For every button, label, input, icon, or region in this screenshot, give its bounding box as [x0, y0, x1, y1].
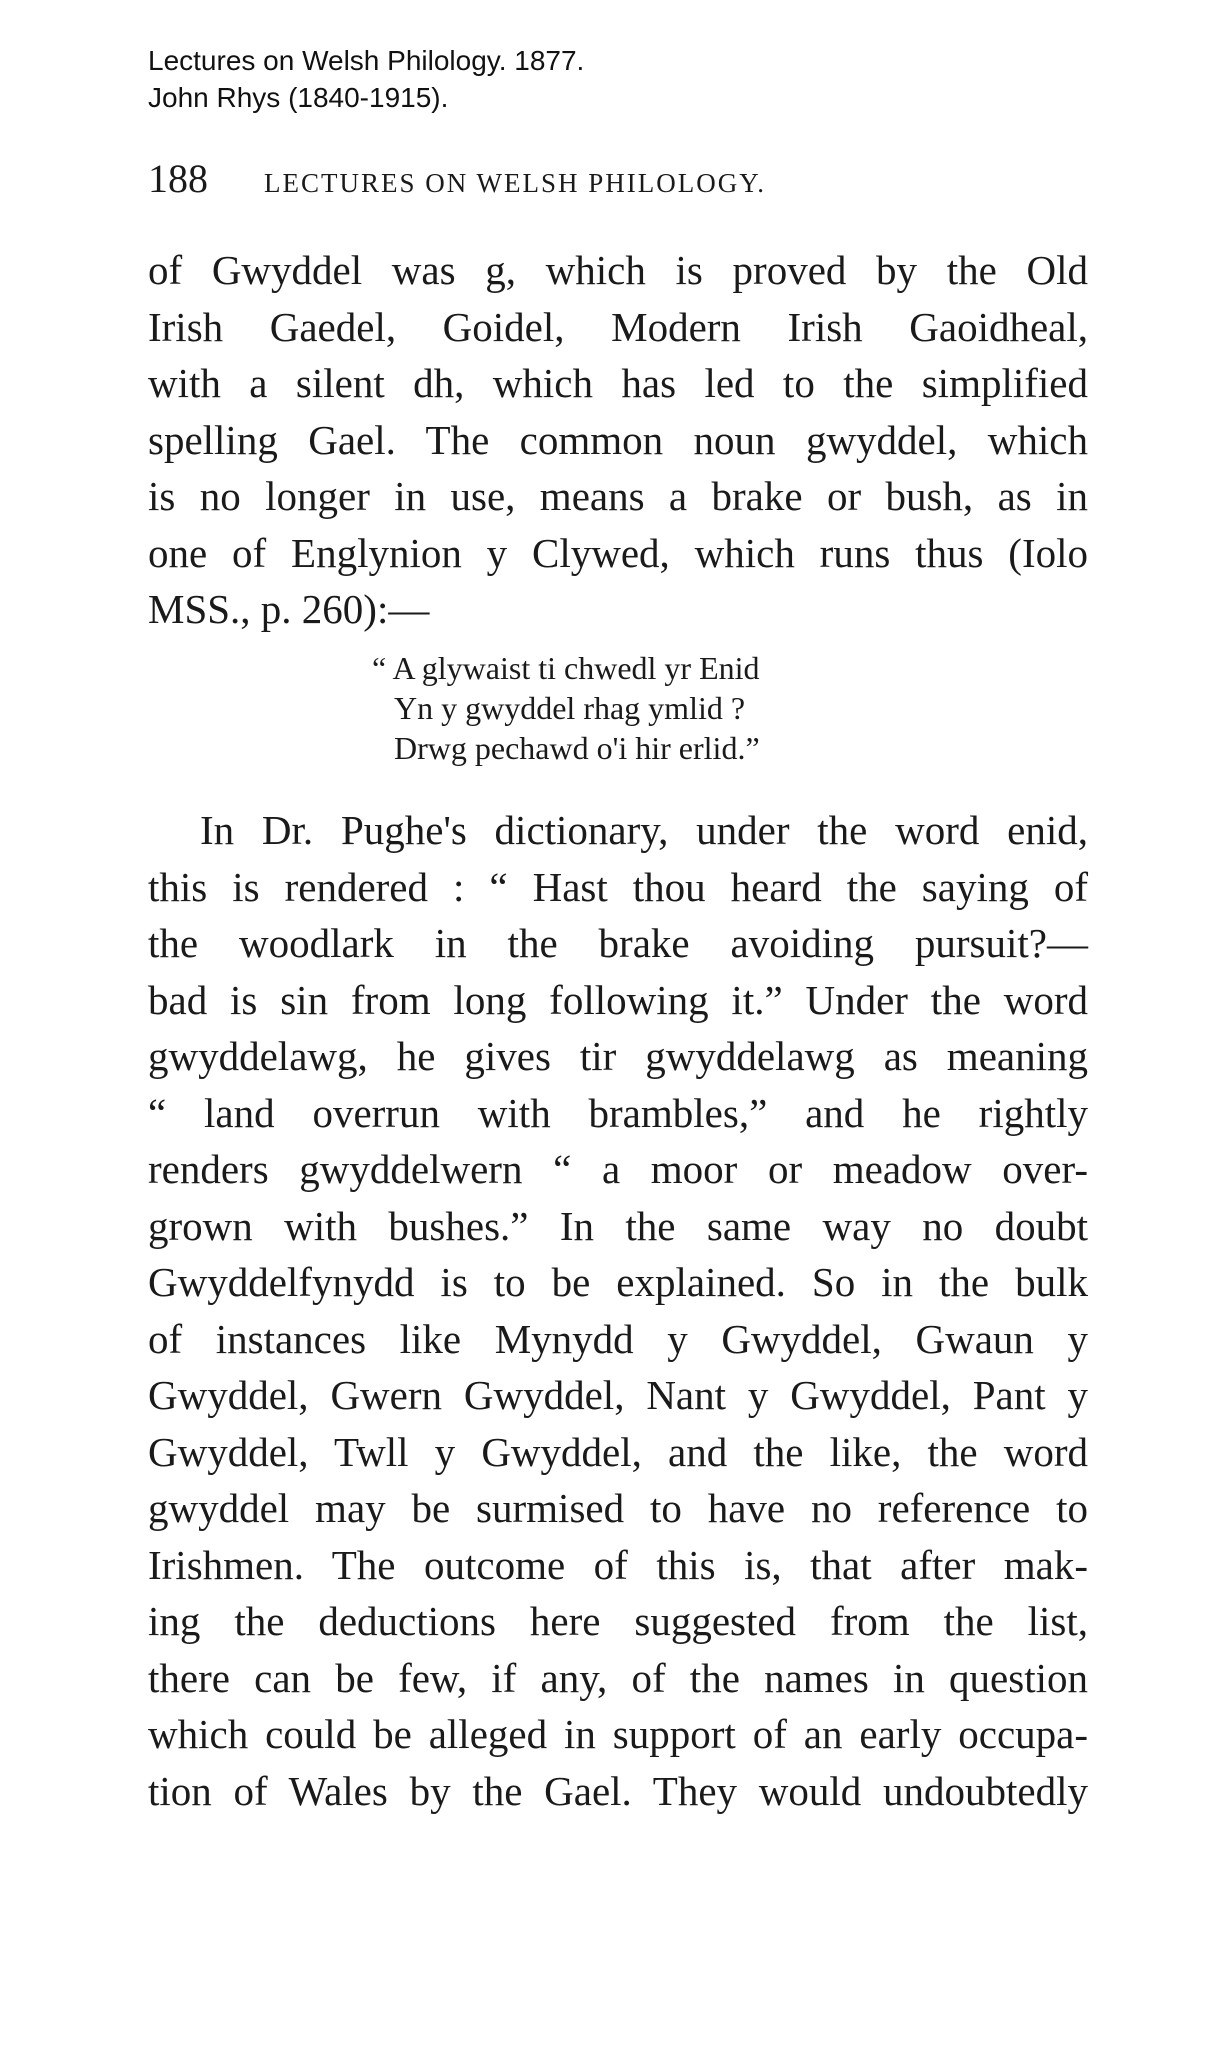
verse-line: “ A glywaist ti chwedl yr Enid	[372, 650, 760, 686]
text-line: ing the deductions here suggested from the list,	[148, 1598, 1088, 1644]
text-line: gwyddelawg, he gives tir gwyddelawg as meaning	[148, 1033, 1088, 1079]
text-line: Gwyddel, Twll y Gwyddel, and the like, the word	[148, 1428, 1088, 1475]
verse-line: Yn y gwyddel rhag ymlid ?	[394, 690, 746, 726]
source-title: Lectures on Welsh Philology. 1877.	[148, 45, 585, 76]
paragraph-2	[148, 802, 1088, 1819]
text-line: Gwyddelfynydd is to be explained. So in the bulk	[148, 1259, 1088, 1305]
text-line: bad is sin from long following it.” Under the word	[148, 976, 1088, 1023]
page-number: 188	[148, 156, 208, 201]
text-line: this is rendered : “ Hast thou heard the saying of	[148, 863, 1088, 910]
text-line: In Dr. Pughe's dictionary, under the word enid,	[200, 807, 1088, 853]
text-line: Gwyddel, Gwern Gwyddel, Nant y Gwyddel, Pant y	[148, 1372, 1088, 1418]
source-author: John Rhys (1840-1915).	[148, 82, 449, 113]
text-line: which could be alleged in support of an early occupa-	[148, 1711, 1088, 1757]
running-head: LECTURES ON WELSH PHILOLOGY.	[264, 168, 767, 198]
text-line: the woodlark in the brake avoiding pursuit?—	[148, 920, 1088, 966]
text-line: Irishmen. The outcome of this is, that after mak-	[148, 1541, 1088, 1588]
text-line: one of Englynion y Clywed, which runs thus (Iolo	[148, 529, 1088, 576]
text-line: with a silent dh, which has led to the simplified	[148, 360, 1088, 406]
text-line: spelling Gael. The common noun gwyddel, which	[148, 416, 1088, 463]
text-line: grown with bushes.” In the same way no doubt	[148, 1202, 1088, 1249]
text-line: MSS., p. 260):—	[148, 586, 430, 632]
text-line: Irish Gaedel, Goidel, Modern Irish Gaoidheal,	[148, 303, 1088, 350]
verse-quotation	[372, 648, 760, 768]
page-header	[148, 155, 1088, 202]
text-line: of instances like Mynydd y Gwyddel, Gwaun y	[148, 1315, 1088, 1362]
text-line: tion of Wales by the Gael. They would undoubtedly	[148, 1767, 1088, 1814]
text-line: of Gwyddel was g, which is proved by the Old	[148, 247, 1088, 293]
text-line: there can be few, if any, of the names in question	[148, 1654, 1088, 1701]
paragraph-1	[148, 242, 1088, 638]
source-citation	[148, 42, 584, 116]
verse-line: Drwg pechawd o'i hir erlid.”	[394, 730, 760, 766]
text-line: renders gwyddelwern “ a moor or meadow over-	[148, 1146, 1088, 1192]
text-line: is no longer in use, means a brake or bush, as in	[148, 473, 1088, 519]
text-line: gwyddel may be surmised to have no reference to	[148, 1485, 1088, 1531]
text-line: “ land overrun with brambles,” and he rightly	[148, 1089, 1088, 1136]
